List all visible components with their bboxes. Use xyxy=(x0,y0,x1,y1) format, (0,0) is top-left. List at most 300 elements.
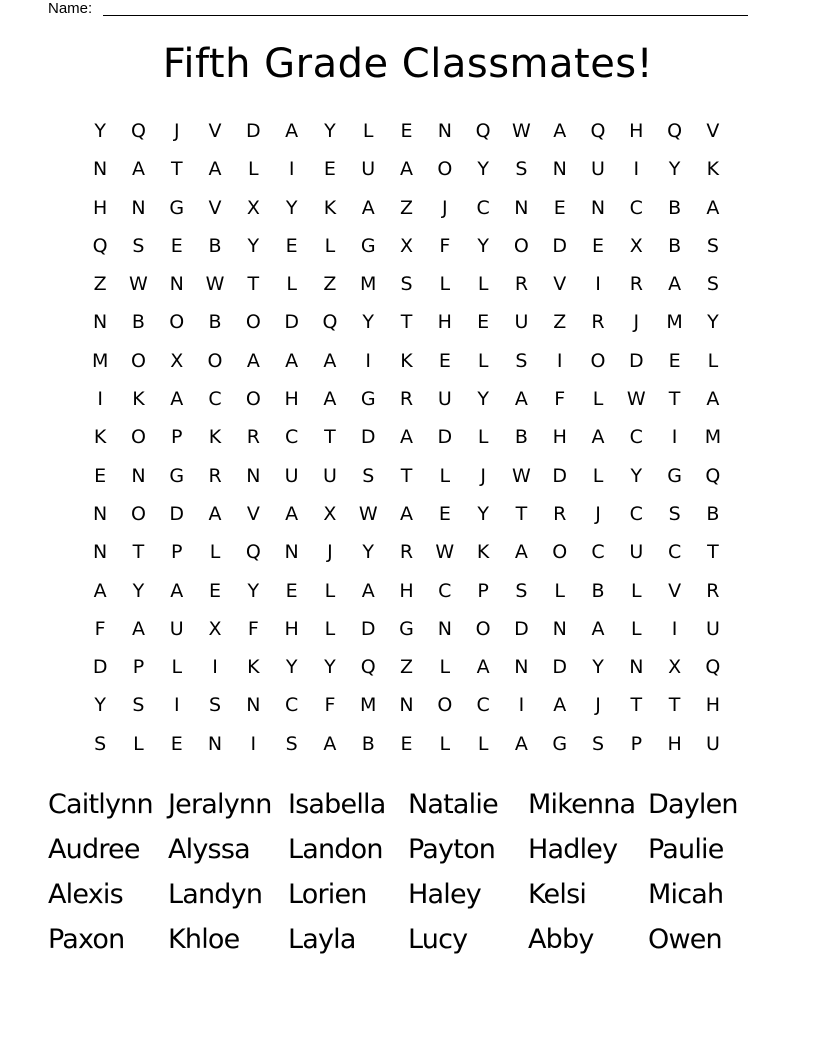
grid-letter[interactable]: M xyxy=(360,694,377,717)
grid-letter[interactable]: R xyxy=(208,464,222,487)
grid-letter[interactable]: E xyxy=(209,579,222,602)
grid-letter[interactable]: E xyxy=(170,234,183,257)
grid-letter[interactable]: O xyxy=(130,502,146,525)
grid-letter[interactable]: A xyxy=(170,579,184,602)
grid-letter[interactable]: B xyxy=(208,311,222,334)
grid-letter[interactable]: B xyxy=(706,502,720,525)
grid-letter[interactable]: I xyxy=(212,656,218,679)
grid-letter[interactable]: U xyxy=(437,388,452,411)
grid-letter[interactable]: X xyxy=(629,234,643,257)
grid-letter[interactable]: L xyxy=(592,388,604,411)
grid-letter[interactable]: S xyxy=(362,464,375,487)
grid-letter[interactable]: O xyxy=(513,234,529,257)
grid-letter[interactable]: Y xyxy=(324,120,336,142)
grid-letter[interactable]: E xyxy=(438,349,451,372)
grid-letter[interactable]: Y xyxy=(94,694,106,717)
grid-letter[interactable]: I xyxy=(250,732,257,755)
grid-letter[interactable]: A xyxy=(553,694,567,717)
grid-letter[interactable]: R xyxy=(553,502,567,525)
grid-letter[interactable]: Z xyxy=(553,311,567,334)
grid-letter[interactable]: U xyxy=(322,464,337,487)
grid-letter[interactable]: Y xyxy=(362,541,375,564)
word-list-item: Layla xyxy=(288,924,356,955)
grid-letter[interactable]: E xyxy=(477,311,490,334)
grid-letter[interactable]: A xyxy=(170,388,184,411)
grid-letter[interactable]: A xyxy=(285,120,299,142)
grid-letter[interactable]: M xyxy=(666,311,683,334)
grid-letter[interactable]: K xyxy=(247,656,260,679)
grid-letter[interactable]: Y xyxy=(707,311,719,334)
grid-letter[interactable]: W xyxy=(205,273,225,296)
grid-letter[interactable]: Y xyxy=(247,234,260,257)
grid-letter[interactable]: K xyxy=(476,541,490,564)
grid-letter[interactable]: C xyxy=(476,694,490,717)
grid-letter[interactable]: L xyxy=(248,158,259,181)
grid-letter[interactable]: L xyxy=(209,541,221,564)
grid-letter[interactable]: E xyxy=(94,464,107,487)
grid-letter[interactable]: X xyxy=(246,196,260,219)
grid-letter[interactable]: P xyxy=(630,732,643,755)
word-list-item: Kelsi xyxy=(528,879,587,910)
grid-letter[interactable]: R xyxy=(591,311,605,334)
grid-letter[interactable]: B xyxy=(131,311,145,334)
grid-letter[interactable]: Q xyxy=(322,311,338,334)
grid-letter[interactable]: N xyxy=(590,196,606,219)
grid-letter[interactable]: T xyxy=(324,426,336,449)
grid-letter[interactable]: B xyxy=(361,732,375,755)
grid-letter[interactable]: G xyxy=(169,196,185,219)
grid-letter[interactable]: C xyxy=(284,694,299,717)
grid-letter[interactable]: I xyxy=(518,694,525,717)
grid-letter[interactable]: B xyxy=(668,234,682,257)
grid-letter[interactable]: S xyxy=(209,694,222,717)
grid-letter[interactable]: W xyxy=(512,464,531,487)
grid-letter[interactable]: C xyxy=(208,388,222,411)
grid-letter[interactable]: N xyxy=(437,120,452,142)
grid-letter[interactable]: J xyxy=(595,694,601,717)
grid-letter[interactable]: A xyxy=(476,656,490,679)
grid-letter[interactable]: T xyxy=(515,502,528,525)
grid-letter[interactable]: F xyxy=(554,388,566,411)
grid-letter[interactable]: D xyxy=(246,120,261,142)
grid-letter[interactable]: D xyxy=(514,617,529,640)
grid-letter[interactable]: D xyxy=(284,311,299,334)
grid-letter[interactable]: I xyxy=(595,273,601,296)
grid-letter[interactable]: S xyxy=(94,732,107,755)
grid-letter[interactable]: G xyxy=(552,732,568,755)
grid-letter[interactable]: L xyxy=(439,732,451,755)
grid-letter[interactable]: B xyxy=(591,579,605,602)
grid-letter[interactable]: K xyxy=(400,349,413,372)
grid-letter[interactable]: X xyxy=(323,502,337,525)
grid-letter[interactable]: D xyxy=(552,656,568,679)
grid-letter[interactable]: Y xyxy=(477,234,489,257)
grid-letter[interactable]: N xyxy=(514,196,529,219)
grid-letter[interactable]: C xyxy=(667,541,682,564)
grid-letter[interactable]: A xyxy=(285,349,299,372)
grid-letter[interactable]: A xyxy=(361,196,375,219)
grid-letter[interactable]: U xyxy=(705,732,720,755)
grid-letter[interactable]: U xyxy=(169,617,184,640)
grid-letter[interactable]: U xyxy=(705,617,720,640)
grid-letter[interactable]: S xyxy=(668,502,681,525)
grid-letter[interactable]: W xyxy=(512,120,531,142)
grid-letter[interactable]: Q xyxy=(360,656,376,679)
grid-letter[interactable]: M xyxy=(704,426,722,449)
grid-letter[interactable]: F xyxy=(439,234,451,257)
grid-letter[interactable]: Y xyxy=(324,656,336,679)
grid-letter[interactable]: E xyxy=(285,234,298,257)
grid-letter[interactable]: S xyxy=(132,234,145,257)
grid-letter[interactable]: P xyxy=(171,426,183,449)
grid-letter[interactable]: U xyxy=(514,311,529,334)
grid-letter[interactable]: E xyxy=(592,234,605,257)
grid-letter[interactable]: V xyxy=(246,502,260,525)
grid-letter[interactable]: Y xyxy=(285,196,298,219)
grid-letter[interactable]: X xyxy=(170,349,184,372)
grid-letter[interactable]: L xyxy=(171,656,183,679)
grid-letter[interactable]: O xyxy=(475,617,491,640)
grid-letter[interactable]: U xyxy=(361,158,376,181)
grid-letter[interactable]: A xyxy=(361,579,375,602)
grid-letter[interactable]: A xyxy=(514,388,528,411)
grid-letter[interactable]: Q xyxy=(130,120,146,142)
grid-letter[interactable]: T xyxy=(400,311,413,334)
grid-letter[interactable]: A xyxy=(208,502,222,525)
grid-letter[interactable]: S xyxy=(515,579,528,602)
grid-letter[interactable]: N xyxy=(437,617,452,640)
grid-letter[interactable]: Y xyxy=(668,158,681,181)
grid-letter[interactable]: S xyxy=(132,694,145,717)
grid-letter[interactable]: S xyxy=(515,349,528,372)
grid-letter[interactable]: A xyxy=(323,388,337,411)
grid-letter[interactable]: D xyxy=(552,464,568,487)
grid-letter[interactable]: V xyxy=(553,273,567,296)
grid-letter[interactable]: L xyxy=(324,579,336,602)
word-list-row xyxy=(48,872,768,917)
grid-letter[interactable]: H xyxy=(629,120,644,142)
grid-letter[interactable]: A xyxy=(591,617,605,640)
grid-letter[interactable]: L xyxy=(631,579,642,602)
grid-letter[interactable]: K xyxy=(132,388,145,411)
grid-letter[interactable]: S xyxy=(591,732,605,755)
grid-letter[interactable]: A xyxy=(400,158,414,181)
grid-letter[interactable]: L xyxy=(554,579,565,602)
grid-letter[interactable]: P xyxy=(132,656,145,679)
grid-letter[interactable]: N xyxy=(93,502,108,525)
grid-letter[interactable]: Z xyxy=(323,273,337,296)
grid-letter[interactable]: L xyxy=(439,656,451,679)
grid-letter[interactable]: A xyxy=(706,196,720,219)
grid-letter[interactable]: Q xyxy=(245,541,261,564)
grid-letter[interactable]: L xyxy=(362,120,374,142)
grid-letter[interactable]: K xyxy=(323,196,337,219)
grid-letter[interactable]: O xyxy=(130,426,146,449)
grid-letter[interactable]: F xyxy=(247,617,259,640)
grid-letter[interactable]: W xyxy=(358,502,378,525)
grid-letter[interactable]: Z xyxy=(400,196,414,219)
grid-letter[interactable]: C xyxy=(591,541,605,564)
grid-letter[interactable]: D xyxy=(360,426,376,449)
grid-letter[interactable]: R xyxy=(246,426,260,449)
grid-letter[interactable]: A xyxy=(668,273,682,296)
grid-letter[interactable]: N xyxy=(552,158,567,181)
grid-letter[interactable]: O xyxy=(437,694,453,717)
grid-letter[interactable]: G xyxy=(399,617,414,640)
grid-letter[interactable]: U xyxy=(284,464,299,487)
grid-row xyxy=(81,265,732,303)
word-search-grid xyxy=(81,112,732,763)
grid-letter[interactable]: F xyxy=(324,694,336,717)
grid-letter[interactable]: N xyxy=(246,694,261,717)
grid-letter[interactable]: Q xyxy=(92,234,108,257)
grid-letter[interactable]: C xyxy=(629,502,643,525)
grid-letter[interactable]: I xyxy=(633,158,640,181)
grid-letter[interactable]: J xyxy=(442,196,448,219)
grid-letter[interactable]: D xyxy=(360,617,376,640)
grid-letter[interactable]: O xyxy=(130,349,146,372)
grid-letter[interactable]: A xyxy=(400,502,414,525)
name-field[interactable] xyxy=(48,0,748,20)
grid-letter[interactable]: R xyxy=(514,273,529,296)
grid-letter[interactable]: R xyxy=(399,388,414,411)
grid-letter[interactable]: M xyxy=(360,273,377,296)
grid-letter[interactable]: L xyxy=(592,464,604,487)
grid-letter[interactable]: A xyxy=(208,158,222,181)
grid-letter[interactable]: D xyxy=(437,426,453,449)
grid-letter[interactable]: Y xyxy=(132,579,145,602)
grid-letter[interactable]: T xyxy=(630,694,643,717)
grid-letter[interactable]: O xyxy=(245,311,261,334)
grid-letter[interactable]: G xyxy=(667,464,682,487)
name-label: Name: xyxy=(48,0,93,17)
grid-letter[interactable]: N xyxy=(169,273,184,296)
grid-letter[interactable]: N xyxy=(93,311,108,334)
grid-letter[interactable]: M xyxy=(91,349,109,372)
grid-letter[interactable]: H xyxy=(705,694,721,717)
grid-letter[interactable]: L xyxy=(477,273,489,296)
grid-letter[interactable]: H xyxy=(399,579,414,602)
grid-letter[interactable]: S xyxy=(706,234,719,257)
grid-letter[interactable]: O xyxy=(245,388,261,411)
grid-letter[interactable]: E xyxy=(285,579,298,602)
grid-letter[interactable]: E xyxy=(668,349,681,372)
grid-letter[interactable]: H xyxy=(552,426,567,449)
grid-letter[interactable]: A xyxy=(400,426,414,449)
grid-letter[interactable]: A xyxy=(93,579,107,602)
grid-letter[interactable]: Y xyxy=(477,388,489,411)
grid-letter[interactable]: L xyxy=(324,617,336,640)
grid-letter[interactable]: U xyxy=(591,158,605,181)
grid-letter[interactable]: E xyxy=(438,502,451,525)
grid-letter[interactable]: A xyxy=(285,502,299,525)
grid-letter[interactable]: Q xyxy=(667,120,683,142)
grid-letter[interactable]: H xyxy=(93,196,108,219)
grid-letter[interactable]: L xyxy=(477,349,489,372)
grid-letter[interactable]: Y xyxy=(247,579,260,602)
grid-letter[interactable]: J xyxy=(595,502,601,525)
grid-letter[interactable]: S xyxy=(285,732,298,755)
grid-letter[interactable]: P xyxy=(477,579,489,602)
grid-letter[interactable]: Y xyxy=(285,656,298,679)
grid-letter[interactable]: A xyxy=(706,388,720,411)
grid-letter[interactable]: T xyxy=(132,541,145,564)
grid-letter[interactable]: K xyxy=(208,426,222,449)
grid-letter[interactable]: B xyxy=(514,426,528,449)
grid-letter[interactable]: L xyxy=(707,349,719,372)
grid-letter[interactable]: N xyxy=(93,541,108,564)
grid-letter[interactable]: E xyxy=(400,732,413,755)
grid-letter[interactable]: R xyxy=(399,541,414,564)
grid-letter[interactable]: N xyxy=(131,464,146,487)
grid-letter[interactable]: G xyxy=(169,464,185,487)
grid-letter[interactable]: N xyxy=(399,694,414,717)
grid-letter[interactable]: R xyxy=(629,273,643,296)
grid-letter[interactable]: D xyxy=(552,234,568,257)
grid-letter[interactable]: T xyxy=(707,541,719,564)
grid-letter[interactable]: R xyxy=(706,579,720,602)
grid-letter[interactable]: I xyxy=(97,388,103,411)
grid-letter[interactable]: O xyxy=(207,349,223,372)
grid-letter[interactable]: H xyxy=(667,732,682,755)
grid-letter[interactable]: H xyxy=(437,311,452,334)
grid-letter[interactable]: A xyxy=(131,158,145,181)
grid-letter[interactable]: V xyxy=(668,579,682,602)
grid-letter[interactable]: Y xyxy=(592,656,604,679)
word-list-item: Abby xyxy=(528,924,594,955)
grid-letter[interactable]: C xyxy=(438,579,452,602)
grid-letter[interactable]: L xyxy=(286,273,297,296)
grid-letter[interactable]: A xyxy=(323,349,337,372)
grid-letter[interactable]: J xyxy=(327,541,333,564)
grid-letter[interactable]: S xyxy=(515,158,528,181)
grid-letter[interactable]: N xyxy=(207,732,223,755)
grid-letter[interactable]: H xyxy=(284,617,299,640)
grid-letter[interactable]: T xyxy=(400,464,413,487)
grid-letter[interactable]: N xyxy=(246,464,261,487)
grid-letter[interactable]: A xyxy=(553,120,567,142)
grid-letter[interactable]: C xyxy=(284,426,299,449)
grid-letter[interactable]: T xyxy=(170,158,183,181)
grid-letter[interactable]: A xyxy=(514,541,528,564)
grid-letter[interactable]: S xyxy=(400,273,413,296)
grid-letter[interactable]: Y xyxy=(630,464,643,487)
grid-letter[interactable]: L xyxy=(631,617,642,640)
grid-letter[interactable]: B xyxy=(208,234,222,257)
grid-letter[interactable]: L xyxy=(477,732,489,755)
grid-letter[interactable]: L xyxy=(324,234,336,257)
grid-letter[interactable]: I xyxy=(173,694,180,717)
grid-letter[interactable]: Q xyxy=(590,120,606,142)
grid-letter[interactable]: I xyxy=(365,349,372,372)
grid-letter[interactable]: J xyxy=(480,464,486,487)
grid-letter[interactable]: I xyxy=(556,349,563,372)
grid-letter[interactable]: V xyxy=(208,120,222,142)
grid-letter[interactable]: J xyxy=(173,120,180,142)
grid-letter[interactable]: O xyxy=(590,349,606,372)
grid-letter[interactable]: L xyxy=(439,464,451,487)
grid-letter[interactable]: N xyxy=(284,541,299,564)
grid-letter[interactable]: B xyxy=(668,196,682,219)
grid-letter[interactable]: Y xyxy=(477,158,489,181)
grid-letter[interactable]: C xyxy=(476,196,490,219)
grid-letter[interactable]: I xyxy=(671,426,678,449)
grid-letter[interactable]: O xyxy=(437,158,453,181)
grid-letter[interactable]: T xyxy=(668,694,681,717)
grid-letter[interactable]: Z xyxy=(93,273,107,296)
grid-letter[interactable]: T xyxy=(668,388,681,411)
grid-letter[interactable]: E xyxy=(400,120,413,142)
grid-letter[interactable]: W xyxy=(626,388,646,411)
grid-letter[interactable]: D xyxy=(92,656,108,679)
grid-letter[interactable]: E xyxy=(170,732,183,755)
grid-letter[interactable]: G xyxy=(360,388,376,411)
word-list-item: Owen xyxy=(648,924,722,955)
grid-letter[interactable]: Y xyxy=(362,311,375,334)
grid-letter[interactable]: K xyxy=(93,426,107,449)
grid-letter[interactable]: Q xyxy=(705,464,721,487)
grid-letter[interactable]: L xyxy=(133,732,144,755)
grid-letter[interactable]: D xyxy=(169,502,185,525)
grid-letter[interactable]: O xyxy=(552,541,568,564)
grid-letter[interactable]: A xyxy=(514,732,528,755)
grid-row xyxy=(81,189,732,227)
grid-letter[interactable]: Z xyxy=(400,656,414,679)
grid-letter[interactable]: A xyxy=(591,426,605,449)
grid-letter[interactable]: P xyxy=(171,541,183,564)
grid-letter[interactable]: W xyxy=(129,273,148,296)
grid-letter[interactable]: N xyxy=(514,656,529,679)
grid-letter[interactable]: H xyxy=(284,388,299,411)
grid-letter[interactable]: A xyxy=(131,617,145,640)
grid-letter[interactable]: L xyxy=(477,426,489,449)
grid-letter[interactable]: Y xyxy=(94,120,106,142)
grid-letter[interactable]: C xyxy=(629,426,643,449)
grid-letter[interactable]: I xyxy=(288,158,295,181)
grid-letter[interactable]: X xyxy=(668,656,682,679)
grid-letter[interactable]: C xyxy=(629,196,643,219)
grid-letter[interactable]: O xyxy=(169,311,185,334)
grid-letter[interactable]: K xyxy=(706,158,720,181)
grid-letter[interactable]: X xyxy=(208,617,222,640)
grid-letter[interactable]: D xyxy=(628,349,644,372)
grid-letter[interactable]: A xyxy=(323,732,337,755)
grid-letter[interactable]: U xyxy=(629,541,644,564)
grid-letter[interactable]: E xyxy=(553,196,566,219)
grid-letter[interactable]: A xyxy=(246,349,260,372)
grid-letter[interactable]: X xyxy=(400,234,414,257)
grid-letter[interactable]: F xyxy=(94,617,106,640)
grid-letter[interactable]: S xyxy=(706,273,719,296)
grid-letter[interactable]: E xyxy=(323,158,336,181)
grid-letter[interactable]: N xyxy=(629,656,644,679)
grid-letter[interactable]: Q xyxy=(705,656,721,679)
grid-letter[interactable]: J xyxy=(633,311,640,334)
grid-letter[interactable]: N xyxy=(93,158,108,181)
grid-letter[interactable]: W xyxy=(435,541,455,564)
grid-letter[interactable]: Y xyxy=(477,502,489,525)
grid-letter[interactable]: N xyxy=(552,617,567,640)
grid-row xyxy=(81,112,732,150)
grid-letter[interactable]: L xyxy=(439,273,451,296)
grid-letter[interactable]: N xyxy=(131,196,146,219)
grid-letter[interactable]: I xyxy=(671,617,678,640)
grid-letter[interactable]: V xyxy=(208,196,222,219)
grid-letter[interactable]: V xyxy=(706,120,720,142)
grid-letter[interactable]: T xyxy=(247,273,260,296)
grid-letter[interactable]: Q xyxy=(475,120,491,142)
grid-letter[interactable]: G xyxy=(360,234,376,257)
